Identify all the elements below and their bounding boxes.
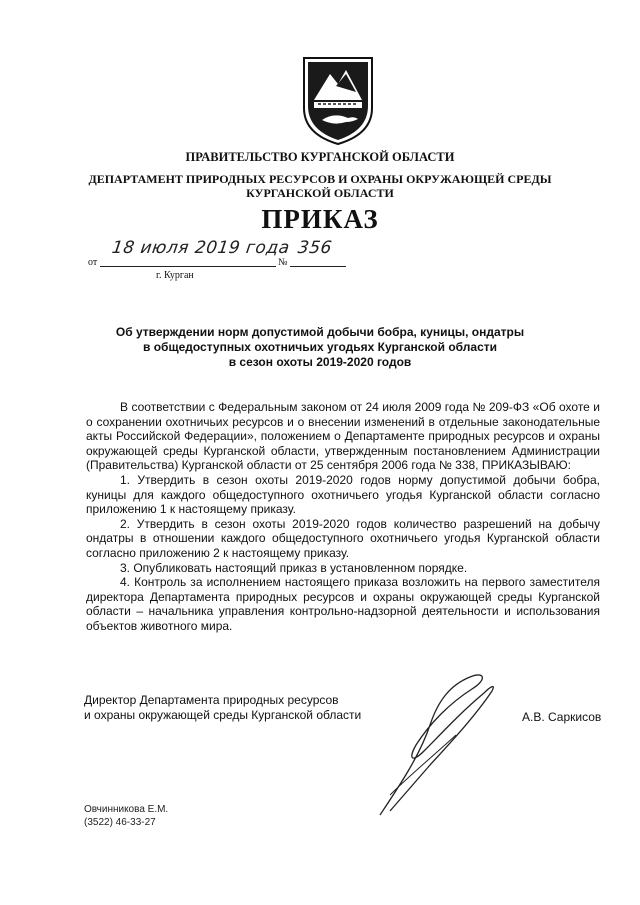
signatory-name: А.В. Саркисов xyxy=(522,710,602,724)
date-prefix: от xyxy=(88,257,98,268)
handwritten-number: 356 xyxy=(296,238,334,258)
paragraph: 4. Контроль за исполнением настоящего приказа возложить на первого заместителя директора Департамента природных ресурсов и охраны окружающей среды Курганской области – начальника управления контрольно-надзорной деятельности и использования объектов животного мира. xyxy=(86,575,600,633)
title-line: Об утверждении норм допустимой добычи бобра, куницы, ондатры xyxy=(115,325,525,339)
executor-name: Овчинникова Е.М. xyxy=(84,804,169,815)
paragraph: В соответствии с Федеральным законом от 24 июля 2009 года № 209-ФЗ «Об охоте и о сохранении охотничьих ресурсов и о внесении изменений в отдельные законодательные акты Российской Федерации», положением о Департаменте природных ресурсов и охраны окружающей среды Курганской области, утвержденным постановлением Администрации (Правительства) Курганской области от 25 сентября 2006 года № 338, ПРИКАЗЫВАЮ: xyxy=(86,400,600,473)
government-name: ПРАВИТЕЛЬСТВО КУРГАНСКОЙ ОБЛАСТИ xyxy=(185,150,455,164)
department-name: ДЕПАРТАМЕНТ ПРИРОДНЫХ РЕСУРСОВ И ОХРАНЫ ОКРУЖАЮЩЕЙ СРЕДЫ КУРГАНСКОЙ ОБЛАСТИ xyxy=(88,172,552,200)
executor-info xyxy=(84,803,168,829)
executor-phone: (3522) 46-33-27 xyxy=(84,817,156,828)
handwritten-date: 18 июля 2019 года xyxy=(110,238,291,258)
city: г. Курган xyxy=(156,270,194,281)
number-underline xyxy=(290,266,346,267)
date-underline xyxy=(100,266,276,267)
handwritten-signature xyxy=(360,665,500,825)
order-body xyxy=(86,400,600,634)
number-prefix: № xyxy=(278,257,288,268)
document-type: ПРИКАЗ xyxy=(261,204,379,234)
coat-of-arms-icon xyxy=(300,56,376,146)
paragraph: 2. Утвердить в сезон охоты 2019-2020 годов количество разрешений на добычу ондатры в отношении каждого общедоступного охотничьего угодья Курганской области согласно приложению 2 к настоящему приказу. xyxy=(86,516,600,560)
title-line: в сезон охоты 2019-2020 годов xyxy=(228,355,412,369)
paragraph: 3. Опубликовать настоящий приказ в установленном порядке. xyxy=(120,560,468,575)
title-line: в общедоступных охотничьих угодьях Курганской области xyxy=(143,340,497,354)
paragraph: 1. Утвердить в сезон охоты 2019-2020 годов норму допустимой добычи бобра, куницы для каждого общедоступного охотничьего угодья Курганской области согласно приложению 1 к настоящему приказу. xyxy=(86,472,600,517)
signatory-position xyxy=(84,693,361,722)
position-line: Директор Департамента природных ресурсов xyxy=(84,693,339,707)
order-title xyxy=(80,325,560,370)
position-line: и охраны окружающей среды Курганской области xyxy=(84,707,362,722)
